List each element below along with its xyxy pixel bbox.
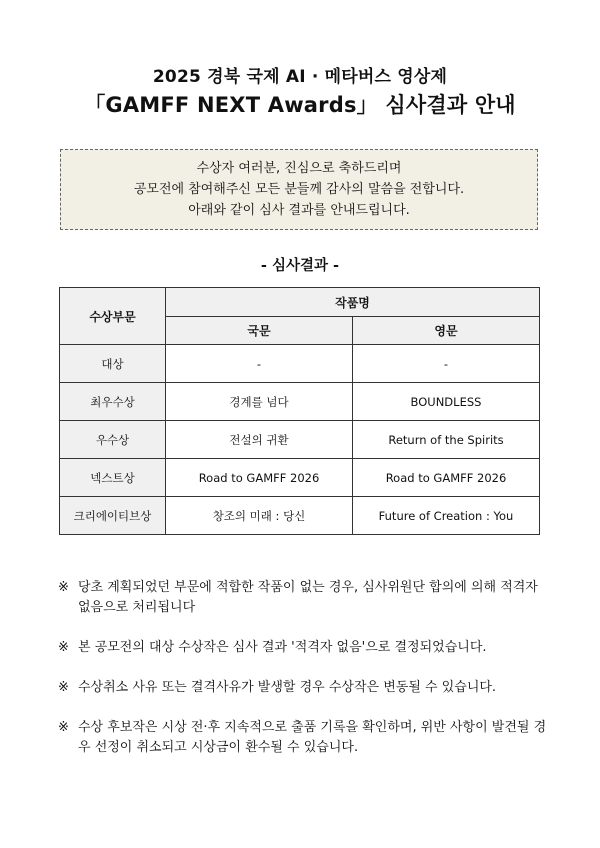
notice-line: 공모전에 참여해주신 모든 분들께 감사의 말씀을 전합니다. (133, 182, 465, 197)
note-text: 본 공모전의 대상 수상작은 심사 결과 '적격자 없음'으로 결정되었습니다. (78, 640, 487, 655)
header-korean: 국문 (166, 317, 353, 345)
note-item (58, 718, 548, 758)
note-item (58, 678, 548, 698)
table-row (60, 459, 540, 497)
award-category-cell: 우수상 (60, 421, 166, 459)
header-category: 수상부문 (60, 288, 166, 345)
section-title: - 심사결과 - (260, 258, 340, 274)
table-header-row (60, 288, 540, 317)
english-title-cell: - (353, 345, 540, 383)
korean-title-cell: - (166, 345, 353, 383)
note-item (58, 638, 548, 658)
korean-title-cell: 창조의 미래 : 당신 (166, 497, 353, 535)
award-category-cell: 크리에이티브상 (60, 497, 166, 535)
table-row (60, 383, 540, 421)
results-table (59, 287, 540, 535)
notice-line: 아래와 같이 심사 결과를 안내드립니다. (188, 203, 410, 218)
korean-title-cell: 경계를 넘다 (166, 383, 353, 421)
greeting-notice-box (60, 149, 538, 230)
award-category-cell: 대상 (60, 345, 166, 383)
english-title-cell: Road to GAMFF 2026 (353, 459, 540, 497)
note-text: 수상취소 사유 또는 결격사유가 발생할 경우 수상작은 변동될 수 있습니다. (78, 680, 497, 695)
table-row (60, 345, 540, 383)
reference-mark-icon: ※ (58, 640, 69, 655)
note-text: 수상 후보작은 시상 전·후 지속적으로 출품 기록을 확인하며, 위반 사항이 발견될 경우 선정이 취소되고 시상금이 환수될 수 있습니다. (78, 720, 547, 755)
award-category-cell: 최우수상 (60, 383, 166, 421)
award-category-cell: 넥스트상 (60, 459, 166, 497)
reference-mark-icon: ※ (58, 680, 69, 695)
english-title-cell: Return of the Spirits (353, 421, 540, 459)
table-row (60, 497, 540, 535)
english-title-cell: Future of Creation : You (353, 497, 540, 535)
document-title-line2: 「GAMFF NEXT Awards」 심사결과 안내 (84, 93, 516, 117)
table-row (60, 421, 540, 459)
english-title-cell: BOUNDLESS (353, 383, 540, 421)
document-title-line1: 2025 경북 국제 AI · 메타버스 영상제 (152, 67, 448, 87)
note-item (58, 578, 548, 618)
korean-title-cell: Road to GAMFF 2026 (166, 459, 353, 497)
header-work-title: 작품명 (166, 288, 540, 317)
reference-mark-icon: ※ (58, 580, 69, 595)
notes-list (58, 578, 548, 778)
note-text: 당초 계획되었던 부문에 적합한 작품이 없는 경우, 심사위원단 합의에 의해 적격자 없음으로 처리됩니다 (78, 580, 538, 615)
korean-title-cell: 전설의 귀환 (166, 421, 353, 459)
notice-line: 수상자 여러분, 진심으로 축하드리며 (196, 161, 402, 176)
reference-mark-icon: ※ (58, 720, 69, 735)
header-english: 영문 (353, 317, 540, 345)
